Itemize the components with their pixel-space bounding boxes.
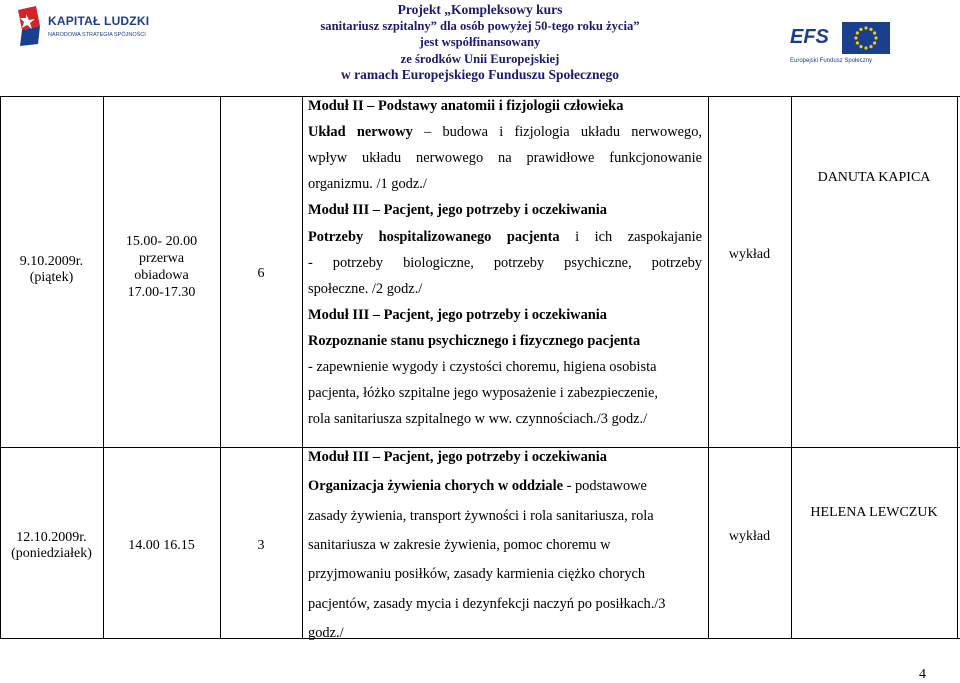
description-line: sanitariusza w zakresie żywienia, pomoc choremu w [308,536,611,553]
date-text: 12.10.2009r. [16,530,87,545]
time-text: przerwa [138,251,185,266]
row2-time [103,538,220,554]
column-divider [220,96,221,639]
logo-left-subtitle: NARODOWA STRATEGIA SPÓJNOŚCI [48,32,146,38]
bold-phrase: Układ nerwowy [308,124,413,141]
table-border-top [0,96,960,97]
row-divider [0,447,960,448]
logo-right-subtitle: Europejski Fundusz Społeczny [790,58,873,64]
logo-right-title: EFS [790,26,829,48]
time-text: 17.00-17.30 [127,285,196,300]
description-line: Moduł II – Podstawy anatomii i fizjologii człowieka [308,98,624,114]
description-line: Moduł III – Pacjent, jego potrzeby i oczekiwania [308,306,607,323]
date-text: 9.10.2009r. [19,254,84,269]
page-header [0,0,960,90]
description-line: społeczne. /2 godz./ [308,280,423,297]
description-line: Potrzeby hospitalizowanego pacjenta i ich zaspokajanie [308,228,703,245]
row2-form: wykład [728,529,771,544]
project-line: Projekt „Kompleksowy kurs [397,2,563,17]
time-text: 14.00 16.15 [128,538,195,553]
time-text: obiadowa [134,268,189,283]
logo-left-title: KAPITAŁ LUDZKI [48,14,150,28]
description-line: przyjmowaniu posiłków, zasady karmienia ciężko chorych [308,566,646,583]
kapital-ludzki-flag-icon [16,6,42,46]
kapital-ludzki-logo [16,6,150,48]
description-line: - potrzeby biologiczne, potrzeby psychiczne, potrzeby [308,254,702,271]
row2-lecturer: HELENA LEWCZUK [810,505,938,520]
weekday-text: (piątek) [29,270,74,285]
description-line: Moduł III – Pacjent, jego potrzeby i oczekiwania [308,202,607,219]
eu-flag-icon [842,22,890,54]
project-description [300,2,660,83]
row1-time [103,233,220,301]
description-line: wpływ układu nerwowego na prawidłowe funkcjonowanie [308,150,702,167]
description-line: Moduł III – Pacjent, jego potrzeby i oczekiwania [308,449,607,465]
description-line: zasady żywienia, transport żywności i rola sanitariusza, rola [308,507,654,524]
description-line: pacjenta, łóżko szpitalne jego wyposażenie i zabezpieczenie, [308,385,658,402]
column-divider [103,96,104,639]
weekday-text: (poniedziałek) [11,546,92,561]
row2-date [0,530,103,562]
page-number: 4 [919,667,926,682]
description-line: organizmu. /1 godz./ [308,176,427,193]
time-text: 15.00- 20.00 [125,234,198,249]
description-line: Układ nerwowy – budowa i fizjologia układu nerwowego, [308,124,702,141]
row1-date [0,254,103,286]
efs-logo [790,12,902,68]
description-line: Organizacja żywienia chorych w oddziale - podstawowe [308,478,647,495]
bold-phrase: Potrzeby hospitalizowanego pacjenta [308,228,560,245]
table-border-right [957,96,958,639]
bold-phrase: Organizacja żywienia chorych w oddziale [308,478,563,495]
column-divider [302,96,303,639]
description-line: - zapewnienie wygody i czystości choremu, higiena osobista [308,359,657,375]
row1-form: wykład [728,247,771,262]
description-line: rola sanitariusza szpitalnego w ww. czynnościach./3 godz./ [308,411,648,428]
description-line: pacjentów, zasady mycia i dezynfekcji naczyń po posiłkach./3 [308,595,666,612]
description-line: godz./ [308,624,344,641]
project-line: w ramach Europejskiego Funduszu Społecznego [340,66,620,82]
row2-hours: 3 [257,538,265,553]
row1-hours: 6 [257,266,265,281]
project-line: jest współfinansowany [419,35,541,50]
row1-lecturer: DANUTA KAPICA [817,170,931,185]
column-divider [708,96,709,639]
project-line: ze środków Unii Europejskiej [400,51,560,66]
description-line: Rozpoznanie stanu psychicznego i fizycznego pacjenta [308,332,641,349]
project-line: sanitariusz szpitalny” dla osób powyżej 50-tego roku życia” [320,19,640,34]
